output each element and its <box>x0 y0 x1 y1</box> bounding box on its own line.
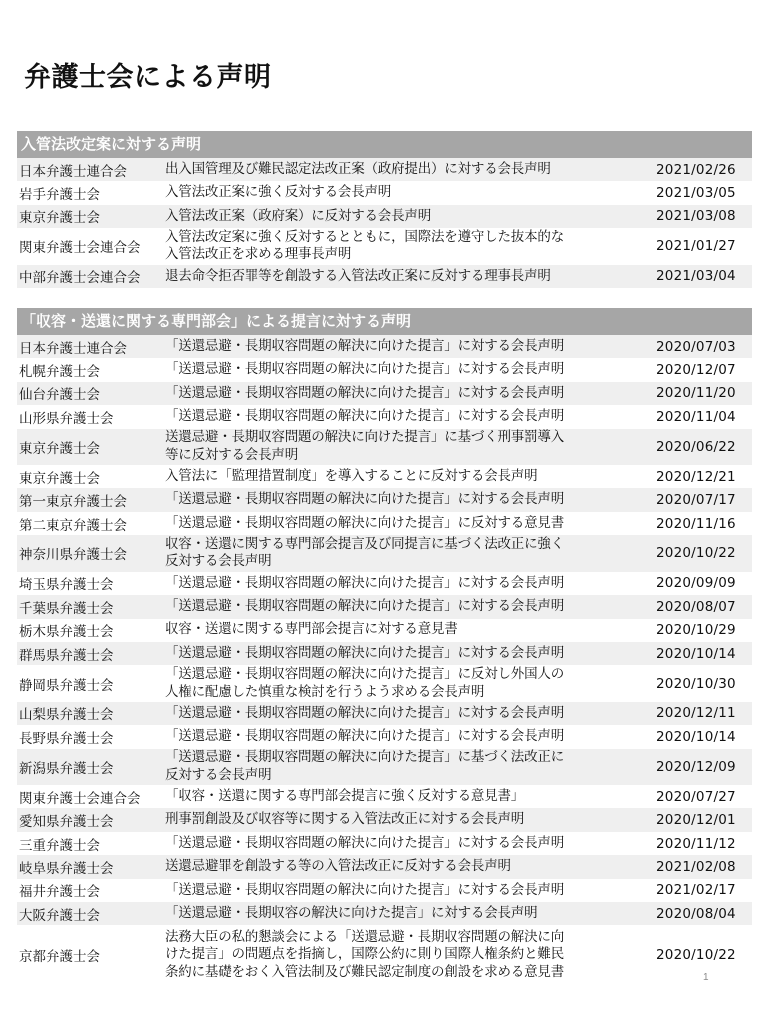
date-cell: 2020/08/07 <box>656 598 736 615</box>
table-row <box>17 725 752 748</box>
statement-cell: 収容・送還に関する専門部会提言及び同提言に基づく法改正に強く 反対する会長声明 <box>165 535 564 570</box>
table-row <box>17 205 752 228</box>
organization-cell: 京都弁護士会 <box>19 948 100 965</box>
statement-cell: 「送還忌避・長期収容問題の解決に向けた提言」に反対する意見書 <box>165 514 564 531</box>
statement-cell: 「送還忌避・長期収容問題の解決に向けた提言」に対する会長声明 <box>165 384 564 401</box>
table-row <box>17 702 752 725</box>
statement-table <box>17 335 752 984</box>
statement-cell: 「送還忌避・長期収容問題の解決に向けた提言」に対する会長声明 <box>165 361 564 378</box>
organization-cell: 日本弁護士連合会 <box>19 163 127 180</box>
table-row <box>17 465 752 488</box>
organization-cell: 愛知県弁護士会 <box>19 814 114 831</box>
date-cell: 2020/06/22 <box>656 438 736 455</box>
organization-cell: 千葉県弁護士会 <box>19 600 114 617</box>
page-title: 弁護士会による声明 <box>24 62 272 93</box>
table-row <box>17 228 752 265</box>
statement-cell: 「送還忌避・長期収容問題の解決に向けた提言」に対する会長声明 <box>165 408 564 425</box>
organization-cell: 福井弁護士会 <box>19 884 100 901</box>
statement-cell: 送還忌避・長期収容問題の解決に向けた提言」に基づく刑事罰導入 等に反対する会長声明 <box>165 429 564 463</box>
organization-cell: 第二東京弁護士会 <box>19 517 127 534</box>
table-row <box>17 749 752 786</box>
organization-cell: 東京弁護士会 <box>19 210 100 227</box>
statement-cell: 出入国管理及び難民認定法改正案（政府提出）に対する会長声明 <box>165 160 551 177</box>
date-cell: 2021/03/08 <box>656 208 736 225</box>
date-cell: 2020/09/09 <box>656 575 736 592</box>
organization-cell: 中部弁護士会連合会 <box>19 270 141 287</box>
organization-cell: 仙台弁護士会 <box>19 387 100 404</box>
date-cell: 2020/10/29 <box>656 622 736 639</box>
date-cell: 2020/08/04 <box>656 905 736 922</box>
table-row <box>17 181 752 204</box>
organization-cell: 山形県弁護士会 <box>19 410 114 427</box>
date-cell: 2020/11/12 <box>656 835 736 852</box>
statement-cell: 「送還忌避・長期収容問題の解決に向けた提言」に対する会長声明 <box>165 574 564 591</box>
statement-cell: 「送還忌避・長期収容問題の解決に向けた提言」に対する会長声明 <box>165 834 564 851</box>
organization-cell: 大阪弁護士会 <box>19 907 100 924</box>
table-row <box>17 265 752 288</box>
statement-cell: 「送還忌避・長期収容問題の解決に向けた提言」に対する会長声明 <box>165 728 564 745</box>
date-cell: 2020/12/09 <box>656 758 736 775</box>
organization-cell: 神奈川県弁護士会 <box>19 547 127 564</box>
table-row <box>17 785 752 808</box>
statement-cell: 「送還忌避・長期収容問題の解決に向けた提言」に対する会長声明 <box>165 598 564 615</box>
statement-cell: 刑事罰創設及び収容等に関する入管法改正に対する会長声明 <box>165 811 525 828</box>
table-row <box>17 535 752 572</box>
organization-cell: 関東弁護士会連合会 <box>19 240 141 257</box>
date-cell: 2020/12/07 <box>656 362 736 379</box>
date-cell: 2020/10/22 <box>656 946 736 963</box>
table-row <box>17 808 752 831</box>
statement-cell: 入管法改正案（政府案）に反対する会長声明 <box>165 207 431 224</box>
table-row <box>17 665 752 702</box>
statement-cell: 法務大臣の私的懇談会による「送還忌避・長期収容問題の解決に向 けた提言」の問題点を指摘し，国際公約に則り国際人権条約と難民 条約に基礎をおく入管法制及び難民認定制度の創設を求める意見書 <box>165 928 564 980</box>
table-row <box>17 595 752 618</box>
date-cell: 2020/11/16 <box>656 515 736 532</box>
statement-cell: 退去命令拒否罪等を創設する入管法改正案に反対する理事長声明 <box>165 267 551 284</box>
date-cell: 2020/10/14 <box>656 645 736 662</box>
statement-cell: 入管法に「監理措置制度」を導入することに反対する会長声明 <box>165 468 538 484</box>
organization-cell: 静岡県弁護士会 <box>19 677 114 694</box>
table-row <box>17 382 752 405</box>
table-row <box>17 572 752 595</box>
table-row <box>17 832 752 855</box>
date-cell: 2020/07/27 <box>656 788 736 805</box>
table-row <box>17 405 752 428</box>
date-cell: 2021/03/05 <box>656 185 736 202</box>
organization-cell: 埼玉県弁護士会 <box>19 577 114 594</box>
statement-cell: 入管法改定案に強く反対するとともに，国際法を遵守した抜本的な 入管法改正を求める理事長声明 <box>165 228 564 263</box>
date-cell: 2021/02/26 <box>656 161 736 178</box>
statement-cell: 収容・送還に関する専門部会提言に対する意見書 <box>165 621 458 638</box>
organization-cell: 岐阜県弁護士会 <box>19 860 114 877</box>
date-cell: 2021/02/17 <box>656 882 736 899</box>
organization-cell: 三重弁護士会 <box>19 837 100 854</box>
table-row <box>17 902 752 925</box>
statement-cell: 「送還忌避・長期収容問題の解決に向けた提言」に対する会長声明 <box>165 337 564 354</box>
statement-table <box>17 158 752 288</box>
date-cell: 2021/02/08 <box>656 858 736 875</box>
statement-cell: 「送還忌避・長期収容問題の解決に向けた提言」に対する会長声明 <box>165 491 564 508</box>
statement-cell: 「送還忌避・長期収容問題の解決に向けた提言」に対する会長声明 <box>165 704 564 721</box>
date-cell: 2020/12/11 <box>656 705 736 722</box>
date-cell: 2020/12/21 <box>656 468 736 485</box>
organization-cell: 日本弁護士連合会 <box>19 340 127 357</box>
date-cell: 2020/10/30 <box>656 675 736 692</box>
organization-cell: 札幌弁護士会 <box>19 364 100 381</box>
statement-cell: 送還忌避罪を創設する等の入管法改正に反対する会長声明 <box>165 858 511 875</box>
date-cell: 2020/11/20 <box>656 385 736 402</box>
organization-cell: 山梨県弁護士会 <box>19 707 114 724</box>
page-number: 1 <box>703 972 709 983</box>
section-heading: 「収容・送還に関する専門部会」による提言に対する声明 <box>17 308 752 335</box>
statement-cell: 入管法改正案に強く反対する会長声明 <box>165 184 392 201</box>
organization-cell: 関東弁護士会連合会 <box>19 790 141 807</box>
table-row <box>17 429 752 466</box>
date-cell: 2020/11/04 <box>656 408 736 425</box>
date-cell: 2020/10/14 <box>656 728 736 745</box>
table-row <box>17 642 752 665</box>
table-row <box>17 488 752 511</box>
date-cell: 2020/07/17 <box>656 492 736 509</box>
date-cell: 2020/12/01 <box>656 812 736 829</box>
date-cell: 2021/01/27 <box>656 238 736 255</box>
date-cell: 2020/07/03 <box>656 338 736 355</box>
statement-cell: 「送還忌避・長期収容問題の解決に向けた提言」に対する会長声明 <box>165 644 564 661</box>
statement-cell: 「収容・送還に関する専門部会提言に強く反対する意見書」 <box>165 788 525 805</box>
section-bill-statements <box>17 131 752 288</box>
organization-cell: 第一東京弁護士会 <box>19 494 127 511</box>
table-row <box>17 358 752 381</box>
organization-cell: 新潟県弁護士会 <box>19 760 114 777</box>
table-row <box>17 335 752 358</box>
date-cell: 2021/03/04 <box>656 268 736 285</box>
table-row <box>17 158 752 181</box>
table-row <box>17 619 752 642</box>
statement-cell: 「送還忌避・長期収容の解決に向けた提言」に対する会長声明 <box>165 904 538 921</box>
organization-cell: 岩手弁護士会 <box>19 187 100 204</box>
section-proposal-statements <box>17 308 752 984</box>
organization-cell: 栃木県弁護士会 <box>19 624 114 641</box>
table-row <box>17 925 752 984</box>
date-cell: 2020/10/22 <box>656 545 736 562</box>
statement-cell: 「送還忌避・長期収容問題の解決に向けた提言」に対する会長声明 <box>165 881 564 898</box>
statement-cell: 「送還忌避・長期収容問題の解決に向けた提言」に反対し外国人の 人権に配慮した慎重な検討を行うよう求める会長声明 <box>165 666 564 700</box>
table-row <box>17 879 752 902</box>
table-row <box>17 855 752 878</box>
statement-cell: 「送還忌避・長期収容問題の解決に向けた提言」に基づく法改正に 反対する会長声明 <box>165 749 564 783</box>
organization-cell: 東京弁護士会 <box>19 470 100 487</box>
organization-cell: 群馬県弁護士会 <box>19 647 114 664</box>
organization-cell: 東京弁護士会 <box>19 440 100 457</box>
section-heading: 入管法改定案に対する声明 <box>17 131 752 158</box>
organization-cell: 長野県弁護士会 <box>19 730 114 747</box>
table-row <box>17 512 752 535</box>
